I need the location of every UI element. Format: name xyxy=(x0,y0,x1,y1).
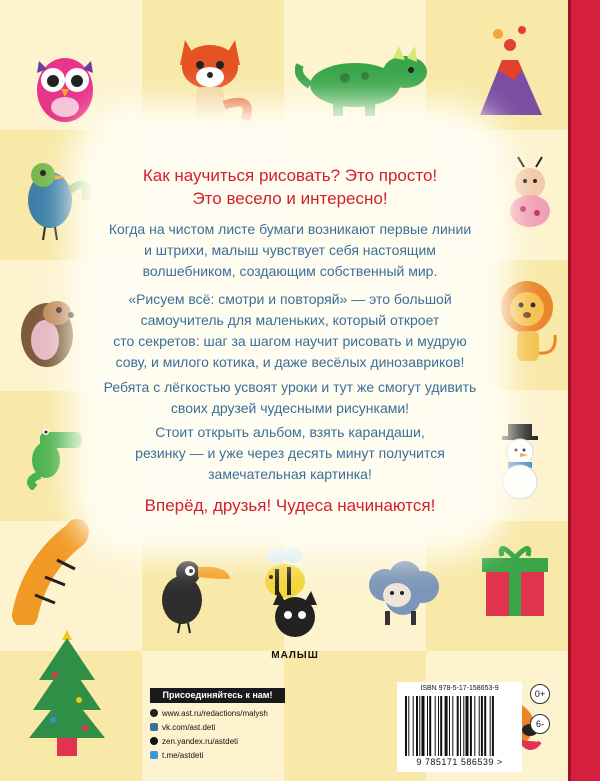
cat-logo-icon xyxy=(265,585,325,645)
barcode-bar xyxy=(435,696,436,756)
social-title: Присоединяйтесь к нам! xyxy=(150,688,285,703)
toucan-illustration xyxy=(150,545,235,635)
paragraph-line: волшебником, создающим собственный мир. xyxy=(142,263,438,279)
barcode-bar xyxy=(466,696,469,756)
publisher-logo-text: МАЛЫШ xyxy=(271,650,319,661)
lion-illustration xyxy=(495,275,565,370)
christmas-tree-illustration xyxy=(25,620,110,760)
telegram-icon xyxy=(150,751,158,759)
tiger-illustration xyxy=(5,515,100,625)
barcode-bar xyxy=(474,696,475,756)
book-spine xyxy=(568,0,600,781)
social-block xyxy=(150,682,285,774)
social-link-telegram[interactable]: t.me/astdeti xyxy=(150,750,203,762)
spine-edge xyxy=(568,0,571,781)
barcode-bar xyxy=(463,696,464,756)
barcode-bar xyxy=(438,696,439,756)
barcode-bar xyxy=(445,696,448,756)
paragraph-4 xyxy=(96,422,484,485)
paragraph-line: Стоит открыть альбом, взять карандаши, xyxy=(155,424,425,440)
paragraph-line: «Рисуем всё: смотри и повторяй» — это большой xyxy=(128,291,452,307)
paragraph-line: замечательная картинка! xyxy=(208,466,372,482)
social-link-site[interactable]: www.ast.ru/redactions/malysh xyxy=(150,708,268,720)
barcode-bar xyxy=(481,696,483,756)
paragraph-line: сто секретов: шаг за шагом научит рисовать и мудрую xyxy=(113,333,467,349)
barcode-bar xyxy=(470,696,472,756)
barcode-bar xyxy=(457,696,459,756)
barcode-number: 9 785171 586539 > xyxy=(416,757,503,767)
paragraph-line: сову, и милого котика, и даже весёлых динозавриков! xyxy=(115,354,465,370)
headline xyxy=(96,164,484,210)
sheep-illustration xyxy=(355,555,450,630)
vk-icon xyxy=(150,723,158,731)
barcode-block xyxy=(397,682,522,772)
headline-line-1: Как научиться рисовать? Это просто! xyxy=(142,166,438,185)
barcode-bar xyxy=(405,696,407,756)
barcode-bar xyxy=(449,696,450,756)
barcode-bar xyxy=(429,696,431,756)
crocodile-illustration xyxy=(20,420,90,490)
headline-line-2: Это весело и интересно! xyxy=(192,189,388,208)
globe-icon xyxy=(150,709,158,717)
closing-line: Вперёд, друзья! Чудеса начинаются! xyxy=(144,496,436,515)
barcode-bar xyxy=(416,696,418,756)
paragraph-3 xyxy=(96,377,484,419)
paragraph-line: и штрихи, малыш чувствует себя настоящим xyxy=(144,242,436,258)
barcode-bar xyxy=(413,696,414,756)
owl-illustration xyxy=(25,45,105,125)
paragraph-line: Ребята с лёгкостью усвоят уроки и тут же смогут удивить xyxy=(103,379,477,395)
dinosaur-illustration xyxy=(295,40,435,120)
barcode-bar xyxy=(422,696,425,756)
barcode-bar xyxy=(427,696,428,756)
age-rating-0: 0+ xyxy=(530,684,550,704)
age-rating-6: 6- xyxy=(530,714,550,734)
paragraph-line: самоучитель для маленьких, который откроет xyxy=(140,312,440,328)
fox-illustration xyxy=(160,25,260,125)
isbn-text: ISBN 978-5-17-158653-9 xyxy=(420,685,499,692)
volcano-illustration xyxy=(470,20,550,120)
ladybug-illustration xyxy=(500,155,560,235)
gift-box-illustration xyxy=(480,540,550,620)
barcode-bar xyxy=(479,696,480,756)
social-link-zen[interactable]: zen.yandex.ru/astdeti xyxy=(150,736,238,748)
barcode-bar xyxy=(484,696,486,756)
bird-illustration xyxy=(15,155,95,245)
social-link-vk[interactable]: vk.com/ast.deti xyxy=(150,722,215,734)
barcode-bar xyxy=(440,696,442,756)
barcode-bar xyxy=(452,696,453,756)
barcode-bar xyxy=(460,696,461,756)
barcode-bar xyxy=(408,696,409,756)
paragraph-2 xyxy=(96,289,484,373)
barcode-bar xyxy=(419,696,420,756)
hedgehog-illustration xyxy=(15,285,85,375)
publisher-logo xyxy=(265,585,325,665)
footer xyxy=(150,682,560,774)
paragraph-line: своих друзей чудесными рисунками! xyxy=(170,400,410,416)
paragraph-line: резинку — и уже через десять минут получится xyxy=(135,445,445,461)
snowman-illustration xyxy=(490,420,550,500)
barcode-bar xyxy=(492,696,494,756)
paragraph-line: Когда на чистом листе бумаги возникают первые линии xyxy=(108,221,472,237)
barcode xyxy=(405,696,515,756)
barcode-bar xyxy=(490,696,491,756)
zen-icon xyxy=(150,737,158,745)
paragraph-1 xyxy=(96,219,484,282)
